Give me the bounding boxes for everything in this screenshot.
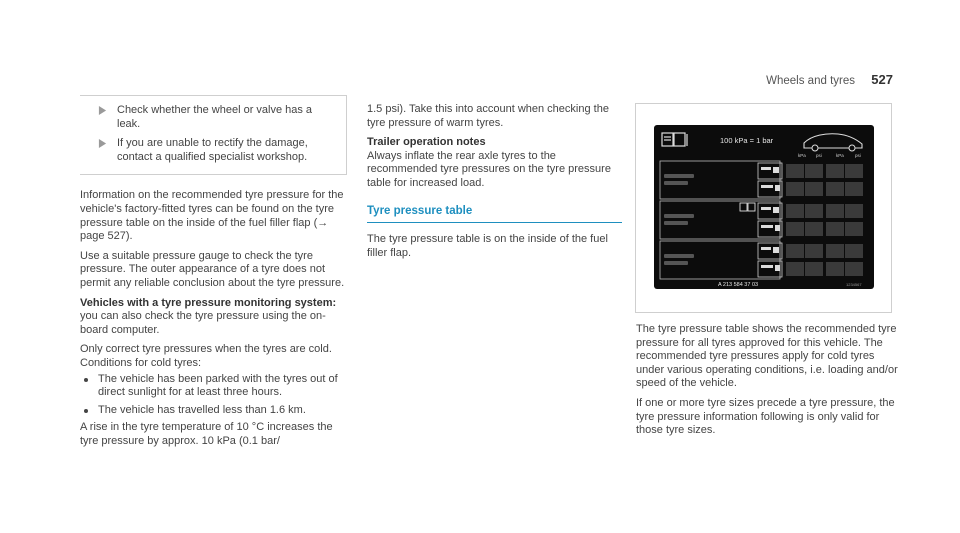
list-item (80, 404, 350, 418)
section-heading: Tyre pressure table (367, 205, 622, 224)
tyre-size-blur (664, 174, 694, 265)
unit-label: kPa (836, 153, 844, 158)
middle-column (367, 103, 622, 266)
bullet-dot (84, 378, 88, 382)
paragraph: Use a suitable pressure gauge to check the tyre pressure. The outer appearance of a tyre does not permit any reliable conclusion about the tyre pressure. (80, 249, 345, 289)
paragraph: The tyre pressure table shows the recommended tyre pressure for all tyres approved for this vehicle. The recommended tyre pressures apply for cold tyres under various operating conditions, i.e. loading and/or speed of the vehicle. (636, 323, 898, 390)
paragraph: Always inflate the rear axle tyres to the recommended tyre pressures on the tyre pressure table for increased load. (367, 149, 611, 189)
part-number: A 213 584 37 03 (718, 282, 759, 288)
note-box (80, 95, 347, 175)
page-number: 527 (871, 72, 893, 87)
tpms-heading: Vehicles with a tyre pressure monitoring system: (80, 296, 337, 309)
unit-label: kPa (798, 153, 806, 158)
unit-label: psi (855, 153, 861, 158)
list-item (80, 373, 350, 400)
paragraph: The tyre pressure table is on the inside of the fuel filler flap. (367, 233, 608, 259)
list-item-text: The vehicle has been parked with the tyres out of direct sunlight for at least three hours. (98, 372, 338, 399)
note-item (98, 137, 336, 164)
paragraph: Only correct tyre pressures when the tyres are cold. Conditions for cold tyres: (80, 343, 332, 369)
tyre-pressure-placard (654, 125, 874, 289)
paragraph: A rise in the tyre temperature of 10 °C increases the tyre pressure by approx. 10 kPa (0.1 bar/ (80, 421, 333, 447)
note-item (98, 104, 336, 131)
paragraph: If one or more tyre sizes precede a tyre pressure, the tyre pressure information following is only valid for those tyre sizes. (636, 396, 895, 437)
note-text: Check whether the wheel or valve has a leak. (117, 104, 313, 130)
image-code: 1234567 (846, 282, 862, 287)
note-text: If you are unable to rectify the damage, contact a qualified specialist workshop. (117, 137, 308, 163)
paragraph: Information on the recommended tyre pressure for the vehicle's factory-fitted tyres can be found on the tyre pressure table on the inside of the fuel filler flap (→ page 527). (80, 189, 344, 243)
left-column (80, 95, 350, 454)
manual-book-small-icon (740, 203, 755, 211)
tpms-text: you can also check the tyre pressure using the on-board computer. (80, 310, 326, 336)
tyre-pressure-figure (635, 103, 892, 313)
placard-header-text: 100 kPa = 1 bar (720, 136, 774, 145)
paragraph: 1.5 psi). Take this into account when checking the tyre pressure of warm tyres. (367, 103, 609, 129)
play-arrow-icon (98, 106, 107, 115)
manual-book-icon (662, 133, 687, 146)
bullet-dot (84, 409, 88, 413)
tpms-paragraph (80, 297, 350, 338)
placard-graphic (654, 125, 874, 289)
play-arrow-icon (98, 139, 107, 148)
list-item-text: The vehicle has travelled less than 1.6 km. (98, 403, 306, 416)
pressure-rows (758, 163, 863, 277)
unit-label: psi (816, 153, 822, 158)
right-column (636, 323, 898, 444)
running-header-title: Wheels and tyres (766, 75, 855, 87)
trailer-heading: Trailer operation notes (367, 136, 486, 149)
